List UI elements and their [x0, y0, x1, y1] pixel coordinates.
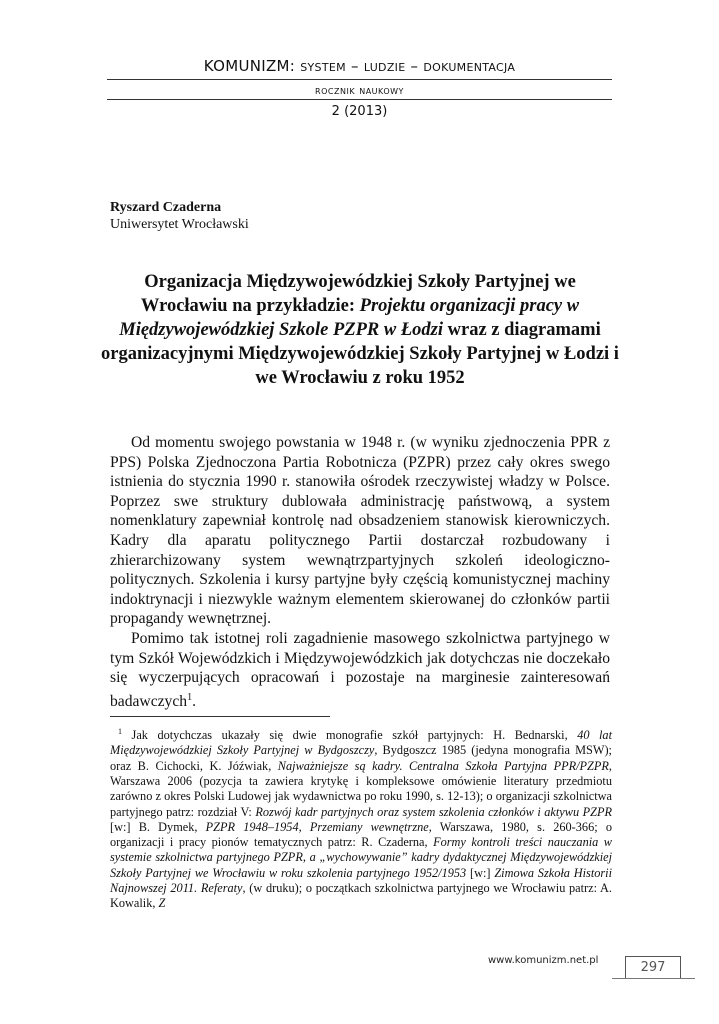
- footnote-text: [w:]: [466, 865, 495, 880]
- footnote-citation: 40 lat Międzywojewódzkiej Szkoły Partyjnej w Bydgoszczy: [110, 728, 612, 758]
- website-link[interactable]: www.komunizm.net.pl: [488, 955, 599, 966]
- footnote-citation: Zimowa Szkoła Historii Najnowszej 2011. Referaty: [110, 865, 612, 896]
- footnote-1: [110, 724, 612, 912]
- author-name: Ryszard Czaderna: [110, 200, 222, 215]
- footnote-text: Jak dotychczas ukazały się dwie monografie szkół partyjnych: H. Bednarski,: [122, 728, 578, 743]
- article-title-part2: wraz z diagramami organizacyjnymi Międzywojewódzkiej Szkoły Partyjnej w Łodzi i we Wrocławiu z roku 1952: [101, 320, 619, 388]
- footnote-text: , Warszawa 2006 (pozycja ta zawiera krytykę i kompleksowe omówienie literatury przedmiotu zarówno z okres Polski Ludowej jak wydawnictwa po roku 1990, s. 12-13); o organizacji szkolnictwa partyjnego patrz: rozdział V:: [110, 758, 612, 819]
- article-title-italic: Projektu organizacji pracy w Międzywojewódzkiej Szkole PZPR w Łodzi: [119, 296, 580, 340]
- footnote-citation: Z: [158, 896, 166, 911]
- journal-issue: 2 (2013): [331, 104, 388, 119]
- header-rule-top: [107, 79, 612, 80]
- footnote-citation: PZPR 1948–1954, Przemiany wewnętrzne: [205, 819, 429, 834]
- footnote-citation: Rozwój kadr partyjnych oraz system szkolenia członków i aktywu PZPR: [255, 804, 612, 819]
- footnote-citation: Najważniejsze są kadry. Centralna Szkoła Partyjna PPR/PZPR: [277, 758, 609, 773]
- footnote-number: 1: [118, 727, 122, 736]
- paragraph-2-end: .: [192, 692, 196, 710]
- footnote: [110, 724, 612, 912]
- journal-title: [0, 57, 719, 75]
- footnote-text: [w:] B. Dymek,: [110, 819, 206, 834]
- footnote-text: , Bydgoszcz 1985 (jedyna monografia MSW); oraz B. Cichocki, K. Jóźwiak,: [110, 743, 612, 773]
- journal-title-rest: system – ludzie – dokumentacja: [300, 57, 516, 75]
- page-number: 297: [640, 960, 666, 975]
- journal-subtitle: rocznik naukowy: [315, 83, 404, 97]
- article-body: [110, 433, 610, 712]
- article-title: [100, 270, 620, 390]
- footnote-text: , (w druku); o początkach szkolnictwa partyjnego we Wrocławiu patrz: A. Kowalik,: [110, 881, 612, 911]
- paragraph-2-text: Pomimo tak istotnej roli zagadnienie masowego szkolnictwa partyjnego w tym Szkół Wojewódzkich i Międzywojewódzkich jak dotychczas nie doczekało się wyczerpujących opracowań i pozostaje na marginesie zainteresowań badawczych: [110, 629, 610, 710]
- paragraph-2: [110, 629, 610, 712]
- footer-rule: [612, 978, 695, 979]
- author-affiliation: Uniwersytet Wrocławski: [110, 217, 249, 232]
- header-rule-bottom: [107, 99, 612, 100]
- journal-title-main: KOMUNIZM:: [203, 57, 296, 75]
- footnote-text: , Warszawa, 1980, s. 260-366; o organizacji i pracy pionów tematycznych patrz: R. Czaderna,: [110, 819, 612, 850]
- paragraph-1: Od momentu swojego powstania w 1948 r. (w wyniku zjednoczenia PPR z PPS) Polska Zjednoczona Partia Robotnicza (PZPR) przez cały okres swego istnienia do stycznia 1990 r. stanowiła ośrodek rzeczywistej władzy w Polsce. Poprzez swe struktury dublowała administrację państwową, a system nomenklatury zapewniał kontrolę nad obsadzeniem stanowisk kierowniczych. Kadry dla aparatu politycznego Partii dostarczał rozbudowany i zhierarchizowany system wewnątrzpartyjnych szkoleń ideologiczno-politycznych. Szkolenia i kursy partyjne były częścią komunistycznej machiny indoktrynacji i niezwykle ważnym elementem skierowanej do członków partii propagandy wewnętrznej.: [110, 434, 610, 628]
- article-title-part1: Organizacja Międzywojewódzkiej Szkoły Partyjnej we Wrocławiu na przykładzie:: [140, 272, 576, 316]
- footnote-rule: [110, 716, 330, 717]
- footnote-ref[interactable]: 1: [187, 691, 193, 703]
- footnote-citation: Formy kontroli treści nauczania w systemie szkolnictwa partyjnego PZPR, a „wychowywanie” kadry dydaktycznej Międzywojewódzkiej Szkoły Partyjnej we Wrocławiu w roku szkolenia partyjnego 1952/1953: [110, 835, 612, 880]
